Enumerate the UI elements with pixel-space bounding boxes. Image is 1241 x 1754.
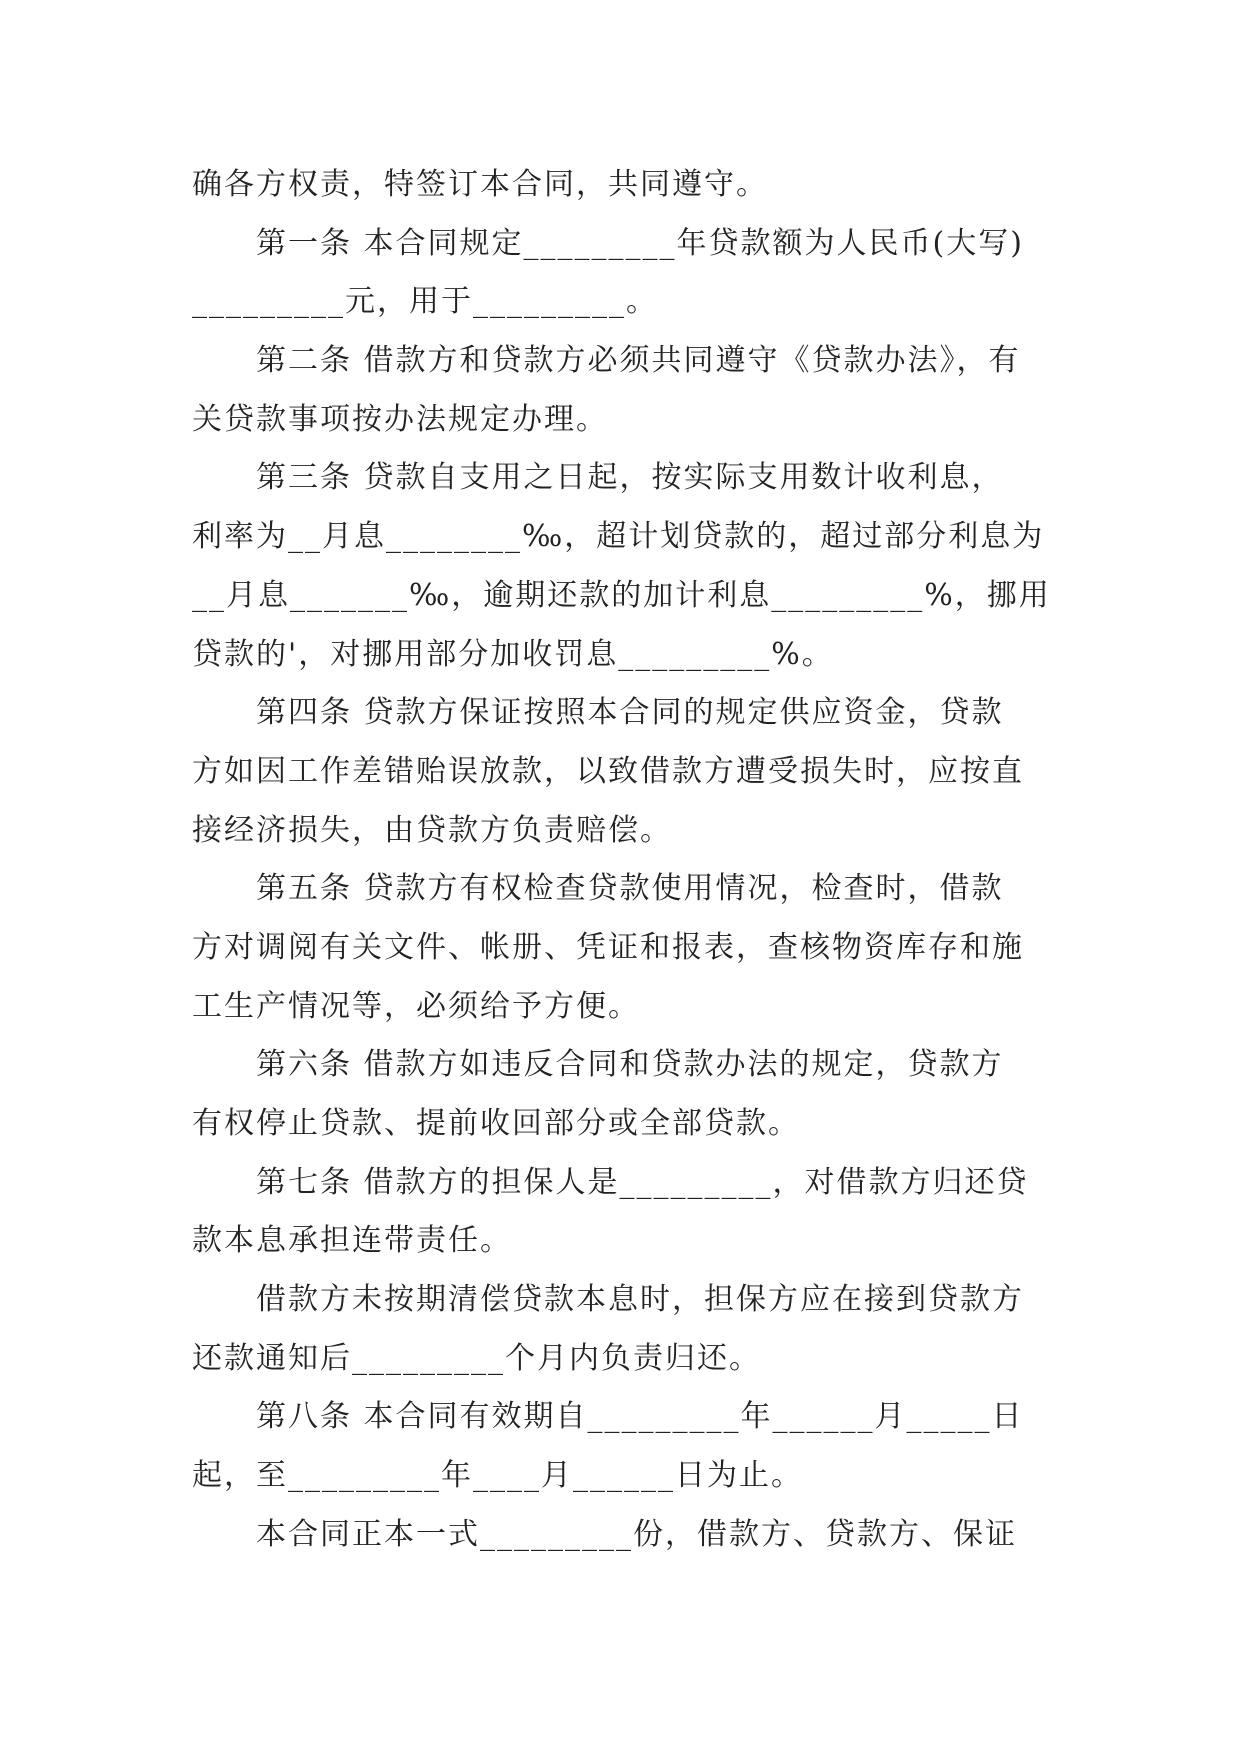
- text-line: 还款通知后_________个月内负责归还。: [192, 1340, 761, 1376]
- text-line: 确各方权责，特签订本合同，共同遵守。: [192, 167, 768, 202]
- text-line: 利率为__月息________‰，超计划贷款的，超过部分利息为: [192, 519, 1045, 555]
- text-line: 第七条 借款方的担保人是_________，对借款方归还贷: [192, 1164, 1029, 1200]
- text-line: 款本息承担连带责任。: [192, 1223, 512, 1259]
- contract-body: [192, 156, 1052, 1565]
- text-line: 第四条 贷款方保证按照本合同的规定供应资金，贷款: [192, 695, 1004, 731]
- text-line: 第六条 借款方如违反合同和贷款办法的规定，贷款方: [192, 1047, 1004, 1083]
- text-line: 方如因工作差错贻误放款，以致借款方遭受损失时，应按直: [192, 753, 1024, 789]
- text-line: 借款方未按期清偿贷款本息时，担保方应在接到贷款方: [192, 1282, 1024, 1318]
- text-line: 第八条 本合同有效期自_________年______月_____日: [192, 1399, 1024, 1435]
- text-line: 接经济损失，由贷款方负责赔偿。: [192, 812, 672, 848]
- text-line: __月息_______‰，逾期还款的加计利息_________%，挪用: [192, 577, 1051, 613]
- text-line: 贷款的'，对挪用部分加收罚息_________%。: [192, 636, 834, 672]
- text-line: 第三条 贷款自支用之日起，按实际支用数计收利息，: [192, 460, 1004, 496]
- text-line: 第五条 贷款方有权检查贷款使用情况，检查时，借款: [192, 871, 1004, 907]
- text-line: 本合同正本一式_________份，借款方、贷款方、保证: [192, 1516, 1017, 1552]
- text-line: 关贷款事项按办法规定办理。: [192, 401, 608, 437]
- text-line: _________元，用于_________。: [192, 284, 658, 320]
- text-line: 第二条 借款方和贷款方必须共同遵守《贷款办法》，有: [192, 343, 1021, 379]
- text-line: 工生产情况等，必须给予方便。: [192, 988, 640, 1024]
- text-line: 有权停止贷款、提前收回部分或全部贷款。: [192, 1106, 800, 1141]
- text-line: 起，至_________年____月______日为止。: [192, 1458, 803, 1494]
- text-line: 第一条 本合同规定_________年贷款额为人民币(大写): [192, 225, 1024, 261]
- text-line: 方对调阅有关文件、帐册、凭证和报表，查核物资库存和施: [192, 929, 1024, 965]
